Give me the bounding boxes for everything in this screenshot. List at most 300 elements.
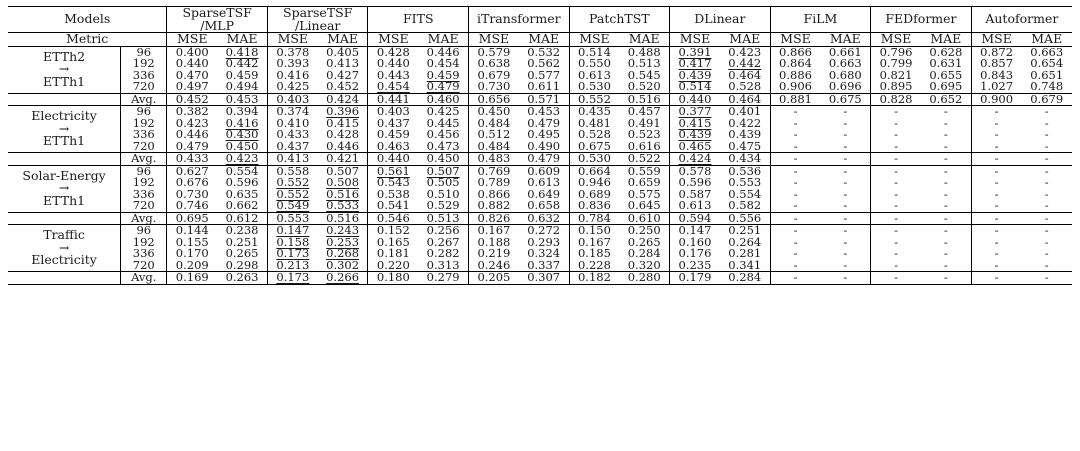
metric-value: 0.627 bbox=[167, 165, 217, 177]
metric-value: 0.465 bbox=[670, 141, 720, 153]
metric-value: 0.536 bbox=[720, 165, 770, 177]
metric-value-average: 0.423 bbox=[217, 153, 267, 166]
metric-value: 0.663 bbox=[828, 56, 862, 70]
metric-value: 0.253 bbox=[326, 234, 360, 249]
metric-value: - bbox=[1044, 138, 1049, 153]
header-model-group bbox=[569, 7, 670, 33]
metric-value: - bbox=[921, 225, 971, 237]
metric-value-average: 0.479 bbox=[519, 153, 569, 166]
metric-value: 0.442 bbox=[225, 56, 259, 70]
row-group-source: Electricity bbox=[31, 108, 97, 124]
row-group-source: ETTh2 bbox=[43, 48, 86, 64]
metric-value: 0.529 bbox=[426, 198, 460, 212]
metric-value-average: - bbox=[770, 212, 820, 225]
metric-value-average: 0.180 bbox=[368, 272, 418, 285]
metric-value: 0.659 bbox=[627, 175, 661, 189]
forecast-horizon: 192 bbox=[121, 177, 167, 189]
metric-value: 0.494 bbox=[225, 79, 259, 93]
metric-value: 0.272 bbox=[519, 225, 569, 237]
header-metric-mse: MSE bbox=[368, 33, 418, 47]
metric-value: 0.654 bbox=[1030, 56, 1064, 70]
metric-value: 0.439 bbox=[670, 129, 720, 141]
metric-value: - bbox=[1021, 106, 1072, 118]
metric-value: 0.857 bbox=[971, 58, 1021, 70]
metric-value: 0.167 bbox=[569, 237, 619, 249]
metric-value: 0.173 bbox=[267, 248, 317, 260]
metric-value: 0.550 bbox=[569, 58, 619, 70]
metric-value: 0.651 bbox=[1030, 67, 1064, 82]
metric-value: 0.298 bbox=[225, 257, 259, 272]
row-group-spacer bbox=[8, 93, 121, 106]
metric-value: 0.427 bbox=[326, 67, 360, 82]
metric-value: 0.165 bbox=[368, 237, 418, 249]
metric-value: 0.479 bbox=[426, 79, 460, 93]
metric-value: - bbox=[871, 129, 921, 141]
metric-value: 0.378 bbox=[267, 46, 317, 58]
metric-value: 0.864 bbox=[770, 58, 820, 70]
metric-value: 0.265 bbox=[627, 234, 661, 249]
metric-value-average: 0.403 bbox=[267, 93, 317, 106]
metric-value: 0.872 bbox=[971, 46, 1021, 58]
metric-value: 0.543 bbox=[368, 177, 418, 189]
metric-value: 0.545 bbox=[627, 67, 661, 82]
metric-value: 0.453 bbox=[519, 106, 569, 118]
metric-value-average: 0.828 bbox=[871, 93, 921, 106]
metric-value-average: - bbox=[921, 153, 971, 166]
metric-value-average: 0.440 bbox=[368, 153, 418, 166]
metric-value: 0.886 bbox=[770, 70, 820, 82]
metric-value: 0.374 bbox=[267, 106, 317, 118]
metric-value: 0.284 bbox=[627, 246, 661, 260]
metric-value: - bbox=[871, 118, 921, 130]
metric-value: 0.170 bbox=[167, 248, 217, 260]
forecast-horizon: 336 bbox=[121, 129, 167, 141]
metric-value: 0.382 bbox=[167, 106, 217, 118]
metric-value: 0.442 bbox=[728, 56, 762, 70]
header-model-group bbox=[469, 7, 570, 33]
metric-value: 0.730 bbox=[167, 189, 217, 201]
metric-value-average: - bbox=[1021, 272, 1072, 285]
metric-value: 0.443 bbox=[368, 70, 418, 82]
metric-value-average: 0.413 bbox=[267, 153, 317, 166]
metric-value-average: - bbox=[921, 212, 971, 225]
metric-value: - bbox=[921, 106, 971, 118]
metric-value-average: 0.522 bbox=[619, 153, 669, 166]
metric-value-average: 0.433 bbox=[167, 153, 217, 166]
metric-value: - bbox=[943, 234, 948, 249]
row-group-source: Solar-Energy bbox=[22, 167, 106, 183]
metric-value: 0.866 bbox=[770, 46, 820, 58]
metric-value: 0.616 bbox=[627, 138, 661, 153]
metric-value: 0.658 bbox=[527, 198, 561, 212]
metric-value: 0.613 bbox=[670, 200, 720, 212]
metric-value: 0.559 bbox=[619, 165, 669, 177]
metric-value: 0.433 bbox=[267, 129, 317, 141]
metric-value: 0.479 bbox=[527, 115, 561, 130]
metric-value-average: - bbox=[971, 272, 1021, 285]
metric-value-average: 0.440 bbox=[670, 93, 720, 106]
metric-value: 0.587 bbox=[670, 189, 720, 201]
metric-value: 0.696 bbox=[828, 79, 862, 93]
metric-value: 0.769 bbox=[469, 165, 519, 177]
header-metric-mse: MSE bbox=[469, 33, 519, 47]
header-model-group-line1: DLinear bbox=[694, 11, 746, 27]
metric-value: 0.416 bbox=[225, 115, 259, 130]
metric-value-average: - bbox=[820, 272, 870, 285]
average-label: Avg. bbox=[121, 93, 167, 106]
forecast-horizon: 720 bbox=[121, 141, 167, 153]
metric-value: 0.906 bbox=[770, 81, 820, 93]
metric-value: 0.176 bbox=[670, 248, 720, 260]
metric-value: 0.533 bbox=[326, 198, 360, 212]
metric-value-average: 0.530 bbox=[569, 153, 619, 166]
metric-value: - bbox=[871, 189, 921, 201]
header-row-models bbox=[8, 7, 1072, 33]
metric-value: 0.452 bbox=[326, 79, 360, 93]
results-table bbox=[8, 6, 1072, 285]
metric-value: 0.213 bbox=[267, 260, 317, 272]
metric-value: 0.337 bbox=[527, 257, 561, 272]
metric-value: - bbox=[843, 246, 848, 260]
header-metric-mse: MSE bbox=[971, 33, 1021, 47]
metric-value: 0.552 bbox=[267, 177, 317, 189]
metric-value: 0.450 bbox=[225, 138, 259, 153]
metric-value-average: 0.263 bbox=[217, 272, 267, 285]
metric-value: - bbox=[971, 225, 1021, 237]
metric-value-average: 0.610 bbox=[619, 212, 669, 225]
metric-value: 0.730 bbox=[469, 81, 519, 93]
metric-value: 0.454 bbox=[368, 81, 418, 93]
metric-value: - bbox=[770, 177, 820, 189]
metric-value: - bbox=[1021, 165, 1072, 177]
header-model-group bbox=[971, 7, 1072, 33]
metric-value: 0.843 bbox=[971, 70, 1021, 82]
metric-value: - bbox=[843, 138, 848, 153]
metric-value: 0.415 bbox=[670, 118, 720, 130]
metric-value: 0.510 bbox=[426, 186, 460, 201]
metric-value: 0.530 bbox=[569, 81, 619, 93]
metric-value: 0.508 bbox=[326, 175, 360, 189]
metric-value: 0.631 bbox=[929, 56, 963, 70]
metric-value-average: 0.675 bbox=[820, 93, 870, 106]
metric-value: 0.446 bbox=[326, 138, 360, 153]
metric-value-average: 0.516 bbox=[318, 212, 368, 225]
metric-value-average: 0.900 bbox=[971, 93, 1021, 106]
metric-value-average: 0.460 bbox=[418, 93, 468, 106]
metric-value-average: 0.652 bbox=[921, 93, 971, 106]
metric-value: 0.582 bbox=[728, 198, 762, 212]
metric-value: 0.513 bbox=[627, 56, 661, 70]
metric-value: 0.579 bbox=[469, 46, 519, 58]
metric-value: - bbox=[971, 106, 1021, 118]
metric-value: 0.505 bbox=[426, 175, 460, 189]
metric-value: 0.264 bbox=[728, 234, 762, 249]
metric-value: - bbox=[1044, 127, 1049, 141]
metric-value: 0.459 bbox=[225, 67, 259, 82]
metric-value: 0.866 bbox=[469, 189, 519, 201]
metric-value: 0.251 bbox=[225, 234, 259, 249]
metric-value: 0.512 bbox=[469, 129, 519, 141]
metric-value: 0.796 bbox=[871, 46, 921, 58]
header-model-group-line1: iTransformer bbox=[477, 11, 561, 27]
metric-value: 0.256 bbox=[418, 225, 468, 237]
metric-value-average: 0.182 bbox=[569, 272, 619, 285]
metric-value: 0.413 bbox=[326, 56, 360, 70]
metric-value: - bbox=[770, 225, 820, 237]
metric-value: 0.185 bbox=[569, 248, 619, 260]
metric-value-average: 0.464 bbox=[720, 93, 770, 106]
metric-value-average: 0.441 bbox=[368, 93, 418, 106]
row-group-target: ETTh1 bbox=[43, 192, 86, 208]
metric-value: 0.497 bbox=[167, 81, 217, 93]
header-metric-mse: MSE bbox=[770, 33, 820, 47]
metric-value: 0.895 bbox=[871, 81, 921, 93]
metric-value: 0.528 bbox=[728, 79, 762, 93]
header-models-label: Models bbox=[8, 7, 167, 33]
metric-value: 0.415 bbox=[326, 115, 360, 130]
metric-value: 0.293 bbox=[527, 234, 561, 249]
metric-value-average: - bbox=[770, 153, 820, 166]
metric-value: 0.611 bbox=[527, 79, 561, 93]
metric-value: 0.490 bbox=[527, 138, 561, 153]
results-table-body bbox=[8, 7, 1072, 285]
metric-value-average: - bbox=[871, 153, 921, 166]
metric-value-average: - bbox=[820, 153, 870, 166]
metric-value: 0.324 bbox=[527, 246, 561, 260]
metric-value: 0.313 bbox=[426, 257, 460, 272]
metric-value: 0.228 bbox=[569, 260, 619, 272]
metric-value: 0.516 bbox=[326, 186, 360, 201]
metric-value: - bbox=[1021, 225, 1072, 237]
metric-value: - bbox=[770, 248, 820, 260]
metric-value: 0.147 bbox=[670, 225, 720, 237]
metric-value: 0.423 bbox=[167, 118, 217, 130]
metric-value: - bbox=[943, 115, 948, 130]
metric-value: 0.464 bbox=[728, 67, 762, 82]
metric-value: - bbox=[943, 246, 948, 260]
metric-value: - bbox=[971, 260, 1021, 272]
metric-value: 0.401 bbox=[720, 106, 770, 118]
metric-value-average: 0.452 bbox=[167, 93, 217, 106]
metric-value-average: 0.656 bbox=[469, 93, 519, 106]
metric-value: 0.799 bbox=[871, 58, 921, 70]
metric-value: - bbox=[820, 165, 870, 177]
metric-value: 0.459 bbox=[426, 67, 460, 82]
metric-value: 0.144 bbox=[167, 225, 217, 237]
row-group-label bbox=[8, 225, 121, 272]
header-metric-mse: MSE bbox=[569, 33, 619, 47]
metric-value: - bbox=[1044, 257, 1049, 272]
row-group-arrow-icon: → bbox=[58, 61, 70, 77]
metric-value: - bbox=[770, 260, 820, 272]
metric-value: - bbox=[871, 141, 921, 153]
metric-value: 0.439 bbox=[728, 127, 762, 141]
metric-value: 0.514 bbox=[670, 81, 720, 93]
metric-value: 0.507 bbox=[418, 165, 468, 177]
metric-value: - bbox=[871, 200, 921, 212]
row-group-arrow-icon: → bbox=[58, 120, 70, 136]
metric-value-average: 0.453 bbox=[217, 93, 267, 106]
metric-value-average: - bbox=[971, 212, 1021, 225]
metric-value: - bbox=[820, 225, 870, 237]
metric-value: 0.613 bbox=[569, 70, 619, 82]
metric-value: 0.946 bbox=[569, 177, 619, 189]
metric-value: 0.391 bbox=[670, 46, 720, 58]
header-model-group-line1: FiLM bbox=[803, 11, 838, 27]
metric-value: 0.425 bbox=[418, 106, 468, 118]
metric-value: 0.746 bbox=[167, 200, 217, 212]
header-model-group-line1: FEDformer bbox=[885, 11, 957, 27]
metric-value: 0.446 bbox=[418, 46, 468, 58]
row-group-spacer bbox=[8, 272, 121, 285]
row-group-spacer bbox=[8, 212, 121, 225]
metric-value: - bbox=[843, 115, 848, 130]
header-metric-label: Metric bbox=[8, 33, 167, 47]
metric-value: 0.479 bbox=[167, 141, 217, 153]
metric-value: - bbox=[971, 129, 1021, 141]
metric-value: 0.661 bbox=[820, 46, 870, 58]
row-group-source: Traffic bbox=[43, 227, 85, 243]
metric-value: 0.484 bbox=[469, 118, 519, 130]
metric-value: 0.403 bbox=[368, 106, 418, 118]
metric-value: 0.609 bbox=[519, 165, 569, 177]
metric-value: 0.268 bbox=[326, 246, 360, 260]
forecast-horizon: 720 bbox=[121, 81, 167, 93]
metric-value: - bbox=[770, 118, 820, 130]
metric-value-average: 0.421 bbox=[318, 153, 368, 166]
metric-value: 0.495 bbox=[527, 127, 561, 141]
metric-value: 0.235 bbox=[670, 260, 720, 272]
forecast-horizon: 336 bbox=[121, 248, 167, 260]
metric-value: 0.596 bbox=[670, 177, 720, 189]
metric-value-average: 0.553 bbox=[267, 212, 317, 225]
metric-value-average: - bbox=[921, 272, 971, 285]
metric-value: 0.147 bbox=[267, 225, 317, 237]
metric-value: - bbox=[871, 260, 921, 272]
header-metric-mae: MAE bbox=[921, 33, 971, 47]
metric-value: - bbox=[843, 186, 848, 201]
metric-value: 0.238 bbox=[217, 225, 267, 237]
metric-value: - bbox=[770, 129, 820, 141]
metric-value: 0.437 bbox=[267, 141, 317, 153]
metric-value: - bbox=[1044, 246, 1049, 260]
metric-value-average: 0.632 bbox=[519, 212, 569, 225]
metric-value: 0.320 bbox=[627, 257, 661, 272]
metric-value: 0.836 bbox=[569, 200, 619, 212]
metric-value: 0.663 bbox=[1021, 46, 1072, 58]
metric-value: 0.789 bbox=[469, 177, 519, 189]
row-group-label bbox=[8, 106, 121, 153]
metric-value: 0.440 bbox=[368, 58, 418, 70]
metric-value: - bbox=[971, 248, 1021, 260]
header-model-group-line1: Autoformer bbox=[985, 11, 1059, 27]
metric-value: 0.561 bbox=[368, 165, 418, 177]
metric-value: 0.538 bbox=[368, 189, 418, 201]
metric-value: 0.425 bbox=[267, 81, 317, 93]
metric-value: 0.553 bbox=[728, 175, 762, 189]
metric-value: 0.377 bbox=[670, 106, 720, 118]
metric-value: 0.562 bbox=[527, 56, 561, 70]
metric-value-average: 0.284 bbox=[720, 272, 770, 285]
metric-value-average: 0.556 bbox=[720, 212, 770, 225]
metric-value: 0.150 bbox=[569, 225, 619, 237]
metric-value-average: 0.179 bbox=[670, 272, 720, 285]
metric-value: 0.265 bbox=[225, 246, 259, 260]
metric-value: 0.575 bbox=[627, 186, 661, 201]
row-group-label bbox=[8, 46, 121, 93]
metric-value: 0.459 bbox=[368, 129, 418, 141]
header-model-group-line1: SparseTSF bbox=[283, 5, 353, 20]
metric-value: 0.645 bbox=[627, 198, 661, 212]
metric-value-average: 0.612 bbox=[217, 212, 267, 225]
metric-value: - bbox=[770, 141, 820, 153]
metric-value: 0.167 bbox=[469, 225, 519, 237]
metric-value: 0.528 bbox=[569, 129, 619, 141]
metric-value: 0.554 bbox=[728, 186, 762, 201]
metric-value: - bbox=[971, 189, 1021, 201]
metric-value: 0.514 bbox=[569, 46, 619, 58]
metric-value: 0.281 bbox=[728, 246, 762, 260]
metric-value: 0.748 bbox=[1030, 79, 1064, 93]
metric-value: - bbox=[871, 177, 921, 189]
metric-value: 0.428 bbox=[368, 46, 418, 58]
metric-value: - bbox=[943, 175, 948, 189]
metric-value: - bbox=[971, 141, 1021, 153]
metric-value-average: 0.483 bbox=[469, 153, 519, 166]
metric-value: 0.491 bbox=[627, 115, 661, 130]
metric-value: 0.251 bbox=[720, 225, 770, 237]
metric-value-average: - bbox=[770, 272, 820, 285]
metric-value: - bbox=[871, 237, 921, 249]
metric-value: 0.488 bbox=[619, 46, 669, 58]
metric-value: - bbox=[1044, 198, 1049, 212]
metric-value: 0.882 bbox=[469, 200, 519, 212]
metric-value: 0.152 bbox=[368, 225, 418, 237]
metric-value: 0.267 bbox=[426, 234, 460, 249]
metric-value: - bbox=[971, 200, 1021, 212]
metric-value: 0.613 bbox=[527, 175, 561, 189]
metric-value: - bbox=[770, 106, 820, 118]
header-metric-mae: MAE bbox=[519, 33, 569, 47]
metric-value: 0.160 bbox=[670, 237, 720, 249]
table-row-average bbox=[8, 272, 1072, 285]
forecast-horizon: 192 bbox=[121, 58, 167, 70]
average-label: Avg. bbox=[121, 272, 167, 285]
header-metric-mae: MAE bbox=[318, 33, 368, 47]
metric-value: - bbox=[921, 165, 971, 177]
header-metric-mse: MSE bbox=[871, 33, 921, 47]
metric-value: - bbox=[971, 118, 1021, 130]
metric-value: - bbox=[770, 189, 820, 201]
metric-value: 0.481 bbox=[569, 118, 619, 130]
average-label: Avg. bbox=[121, 153, 167, 166]
metric-value: 0.655 bbox=[929, 67, 963, 82]
header-metric-mae: MAE bbox=[418, 33, 468, 47]
metric-value: 0.821 bbox=[871, 70, 921, 82]
metric-value: 0.250 bbox=[619, 225, 669, 237]
metric-value: - bbox=[943, 257, 948, 272]
metric-value-average: 0.516 bbox=[619, 93, 669, 106]
header-model-group-line1: SparseTSF bbox=[182, 5, 252, 20]
header-metric-mse: MSE bbox=[167, 33, 217, 47]
metric-value: 0.181 bbox=[368, 248, 418, 260]
metric-value: 0.302 bbox=[326, 257, 360, 272]
metric-value-average: - bbox=[871, 272, 921, 285]
metric-value: 0.541 bbox=[368, 200, 418, 212]
header-model-group bbox=[167, 7, 268, 33]
metric-value-average: 0.881 bbox=[770, 93, 820, 106]
header-metric-mse: MSE bbox=[670, 33, 720, 47]
